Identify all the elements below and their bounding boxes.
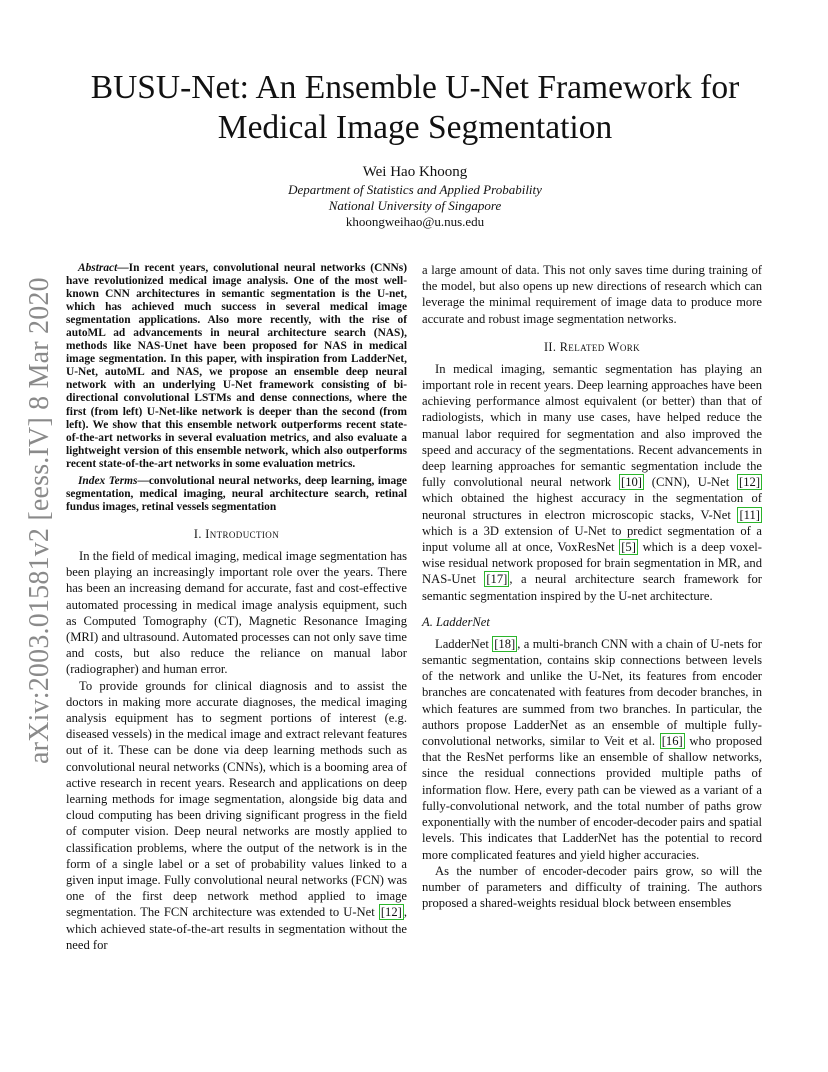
citation-link[interactable]: [11] — [739, 507, 760, 522]
abstract — [66, 262, 407, 471]
index-terms-text: —convolutional neural networks, deep learning, image segmentation, medical imaging, neural architecture search, retinal fundus images, retinal vessels segmentation — [66, 474, 407, 513]
title-line-2: Medical Image Segmentation — [217, 109, 613, 146]
right-column — [422, 262, 762, 911]
abstract-text: —In recent years, convolutional neural networks (CNNs) have revolutionized medical image analysis. One of the most well-known CNN architectures in semantic segmentation is the U-net, which has achieved much success in several medical image segmentation applications. Also more recently, with the rise of autoML ad advancements in neural architecture search (NAS), methods like NAS-Unet have been proposed for NAS in medical image segmentation. In this paper, with inspiration from LadderNet, U-Net, autoML and NAS, we propose an ensemble deep neural network with an underlying U-Net framework consisting of bi-directional convolutional LSTMs and dense connections, where the first (from left) U-Net-like network is deeper than the second (from left). We show that this ensemble network outperforms recent state-of-the-art networks in several evaluation metrics, and also evaluate a lightweight version of this ensemble network, which also outperforms recent state-of-the-art networks in some evaluation metrics. — [66, 262, 407, 470]
author-name: Wei Hao Khoong — [362, 164, 468, 180]
author-email: khoongweihao@u.nus.edu — [345, 214, 485, 229]
title-line-1: BUSU-Net: An Ensemble U-Net Framework for — [90, 69, 740, 106]
subsection-heading-laddernet: A. LadderNet — [422, 614, 490, 629]
related-text-b: (CNN), U-Net — [644, 475, 738, 490]
laddernet-text-b: , a multi-branch CNN with a chain of U-nets for semantic segmentation, contains skip connections between levels of the network and unlike the U-Net, its features from encoder branches are concatenated with features from decoder branches, in which features are summed from two branches. In particular, the authors propose LadderNet as an ensemble of multiple fully-convolutional networks, similar to Veit et al. — [422, 636, 762, 749]
left-column — [66, 262, 407, 953]
index-terms-label: Index Terms — [78, 474, 138, 487]
related-text-d: which is a 3D extension of U-Net to predict segmentation of a input volume all at once, VoxResNet — [422, 523, 762, 555]
laddernet-paragraph-1 — [422, 636, 762, 863]
laddernet-text-a: LadderNet — [435, 636, 493, 651]
citation-link[interactable]: [10] — [621, 475, 642, 490]
laddernet-paragraph-2: As the number of encoder-decoder pairs grow, so will the number of parameters and difficulty of training. The authors proposed a shared-weights residual block between ensembles — [422, 863, 762, 911]
related-text-f: , a neural architecture search framework for semantic segmentation inspired by the U-net architecture. — [422, 572, 762, 603]
related-text-a: In medical imaging, semantic segmentation has playing an important role in recent years. Deep learning approaches have been achieving performance almost equivalent (or better) than that of radiologists, which in many use cases, have helped reduce the manual labor required for segmentation and also improved the speed and accuracy of the segmentations. Recent advancements in deep learning approaches for semantic segmentation include the fully convolutional neural network — [422, 361, 762, 490]
section-heading-related-work: II. Related Work — [543, 339, 641, 354]
laddernet-text-c: who proposed that the ResNet performs like an ensemble of shallow networks, since the residual connections provided multiple paths of information flow. Here, every path can be viewed as a variant of a fully-convolutional network, and the total number of paths grow exponentially with the number of encoder-decoder pairs and spatial levels. This indicates that LadderNet has the potential to record more complicated features and yield higher accuracies. — [422, 734, 762, 862]
citation-link[interactable]: [18] — [494, 636, 516, 651]
related-work-paragraph — [422, 361, 762, 604]
related-text-e: which is a deep voxel-wise residual network proposed for brain segmentation in MR, and NAS-Unet — [422, 540, 762, 587]
paper-title — [70, 68, 760, 148]
citation-link[interactable]: [17] — [486, 572, 508, 587]
arxiv-identifier: arXiv:2003.01581v2 [eess.IV] 8 Mar 2020 — [24, 277, 55, 764]
section-heading-introduction: I. Introduction — [193, 526, 280, 541]
affiliation-department: Department of Statistics and Applied Probability — [288, 182, 542, 197]
index-terms — [66, 475, 407, 514]
related-text-c: which obtained the highest accuracy in the segmentation of neuronal structures in electron microscopic stacks, V-Net — [422, 491, 762, 522]
citation-link[interactable]: [5] — [621, 540, 636, 555]
intro-paragraph-1: In the field of medical imaging, medical image segmentation has been playing an increasingly important role over the years. There has been an increasing demand for accurate, fast and cost-effective automated processing in medical image analysis equipment, such as Computed Tomography (CT), Magnetic Resonance Imaging (MRI) and ultrasound. Automated processes can not only save time and costs, but also reduce the reliance on manual labor (radiographer) and human error. — [66, 548, 407, 677]
intro-paragraph-2 — [66, 678, 407, 953]
intro-p2-text-b: , which achieved state-of-the-art results in segmentation without the need for — [66, 905, 407, 952]
intro-p2-text-a: To provide grounds for clinical diagnosis and to assist the doctors in making more accurate diagnoses, the medical imaging analysis equipment has to segment portions of interest (e.g. diseased vessels) in the medical image and extract relevant features out of it. These can be done via deep learning methods such as convolutional neural networks (CNNs), which is a booming area of active research in recent years. Research and applications on deep learning methods for image segmentation, alongside big data and cloud computing has been driving significant progress in the field of computer vision. Deep neural networks are mostly applied to classification problems, where the output of the network is in the form of a single label or a set of probability values linked to a given input image. Fully convolutional neural networks (FCN) was one of the first deep network method applied to image segmentation. The FCN architecture was extended to U-Net — [66, 678, 407, 920]
abstract-label: Abstract — [78, 262, 118, 274]
citation-link[interactable]: [12] — [739, 475, 761, 490]
citation-link[interactable]: [12] — [380, 905, 402, 920]
affiliation-university: National University of Singapore — [328, 198, 502, 213]
citation-link[interactable]: [16] — [661, 734, 683, 749]
intro-continuation: a large amount of data. This not only saves time during training of the model, but also opens up new directions of research which can leverage the minimal requirement of image data to produce more accurate and robust image segmentation networks. — [422, 263, 762, 326]
